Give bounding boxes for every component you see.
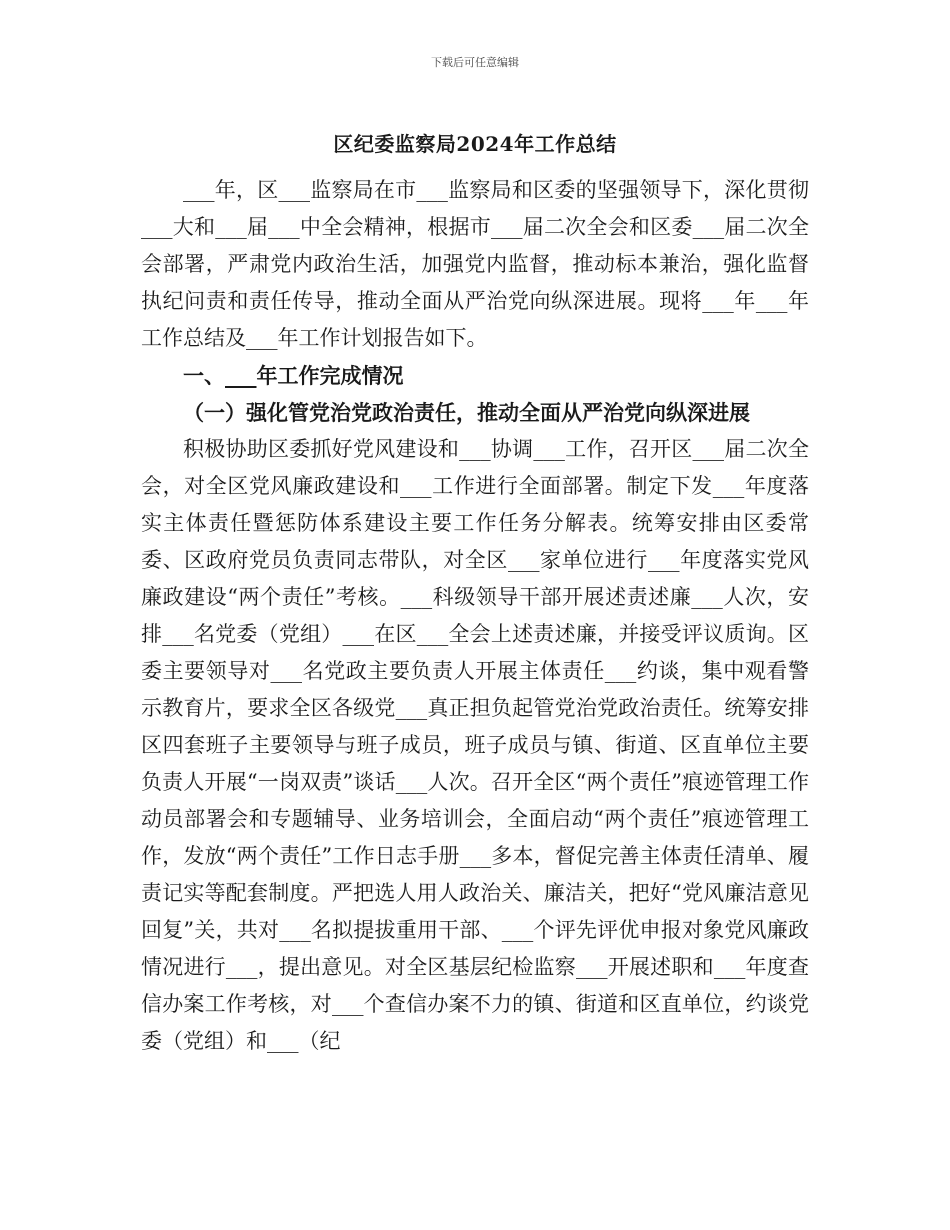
document-body [141,172,809,1060]
page-header-note: 下载后可任意编辑 [431,56,519,69]
subsection-body-paragraph: 积极协助区委抓好党风建设和___协调___工作，召开区___届二次全会，对全区党风廉政建设和___工作进行全面部署。制定下发___年度落实主体责任暨惩防体系建设主要工作任务分解表。统筹安排由区委常委、区政府党员负责同志带队，对全区___家单位进行___年度落实党风廉政建设“两个责任”考核。___科级领导干部开展述责述廉___人次，安排___名党委（党组）___在区___全会上述责述廉，并接受评议质询。区委主要领导对___名党政主要负责人开展主体责任___约谈，集中观看警示教育片，要求全区各级党___真正担负起管党治党政治责任。统筹安排区四套班子主要领导与班子成员，班子成员与镇、街道、区直单位主要负责人开展“一岗双责”谈话___人次。召开全区“两个责任”痕迹管理工作动员部署会和专题辅导、业务培训会，全面启动“两个责任”痕迹管理工作，发放“两个责任”工作日志手册___多本，督促完善主体责任清单、履责记实等配套制度。严把选人用人政治关、廉洁关，把好“党风廉洁意见回复”关，共对___名拟提拔重用干部、___个评先评优申报对象党风廉政情况进行___，提出意见。对全区基层纪检监察___开展述职和___年度查信办案工作考核，对___个查信办案不力的镇、街道和区直单位，约谈党委（党组）和___（纪 [141,437,809,1053]
section-heading: 一、___年工作完成情况 [183,363,404,388]
intro-paragraph: ___年，区___监察局在市___监察局和区委的坚强领导下，深化贯彻___大和___届___中全会精神，根据市___届二次全会和区委___届二次全会部署，严肃党内政治生活，加强党内监督，推动标本兼治，强化监督执纪问责和责任传导，推动全面从严治党向纵深进展。现将___年___年工作总结及___年工作计划报告如下。 [141,178,809,350]
document-title: 区纪委监察局2024年工作总结 [333,132,617,156]
subsection-heading: （一）强化管党治党政治责任，推动全面从严治党向纵深进展 [183,400,750,425]
